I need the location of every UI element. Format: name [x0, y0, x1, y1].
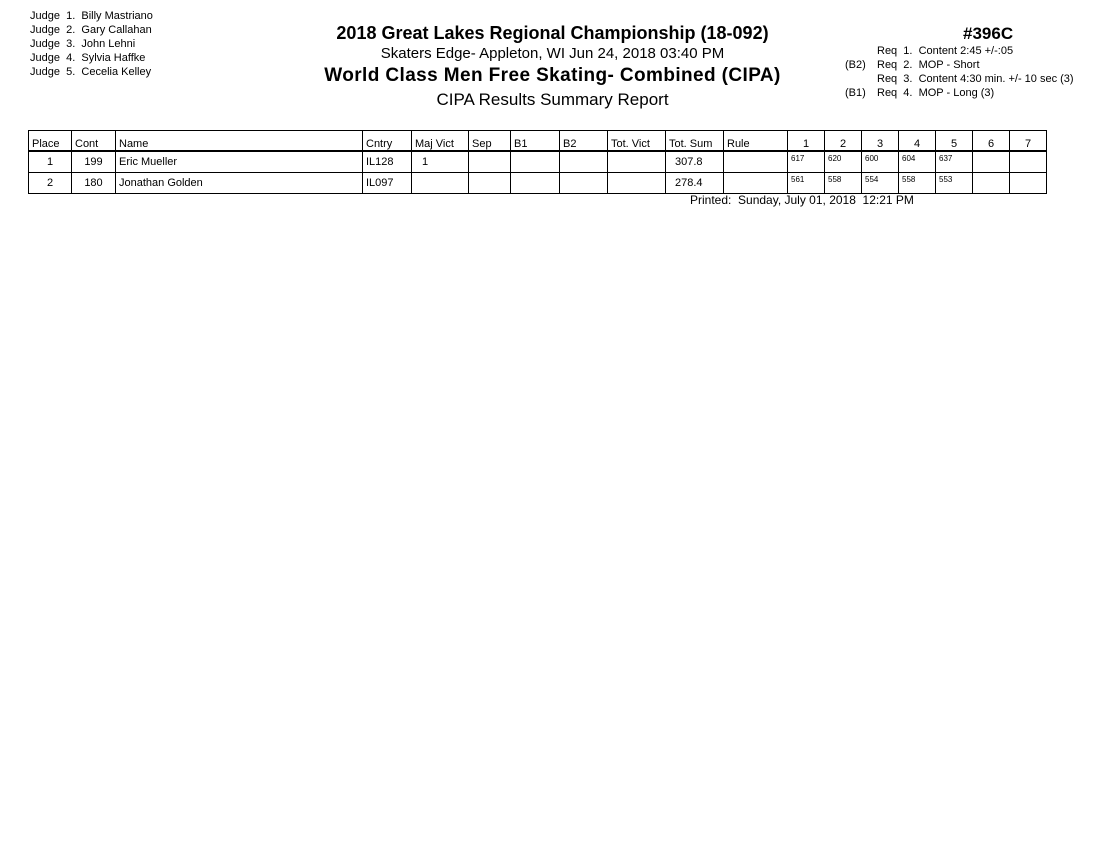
judge-score-cell: 553 [936, 173, 973, 194]
judge-column-header: 5 [936, 131, 973, 152]
requirement-text: Req 1. Content 2:45 +/-:05 [877, 45, 1014, 57]
judge-score-cell: 558 [825, 173, 862, 194]
column-header: Tot. Vict [608, 131, 666, 152]
column-header: B1 [511, 131, 560, 152]
judge-column-header: 2 [825, 131, 862, 152]
b2-cell [560, 173, 608, 194]
judge-column-header: 1 [788, 131, 825, 152]
column-header: Tot. Sum [666, 131, 724, 152]
tot-vict-cell [608, 173, 666, 194]
judge-score-cell [1010, 151, 1047, 173]
tot-sum-cell [666, 151, 724, 173]
judge-score-cell: 620 [825, 151, 862, 173]
maj-vict-value [415, 177, 422, 189]
column-header: Place [29, 131, 72, 152]
maj-vict-value: 1 [422, 156, 429, 168]
judge-row [30, 65, 153, 79]
judge-name: John Lehni [81, 38, 136, 50]
judge-column-header: 6 [973, 131, 1010, 152]
tot-sum-value: 278.4 [675, 177, 703, 189]
competition-title: 2018 Great Lakes Regional Championship (18-092) [336, 23, 769, 43]
event-title: World Class Men Free Skating- Combined (CIPA) [324, 65, 781, 86]
judge-score-cell: 617 [788, 151, 825, 173]
judge-label: Judge 5. [30, 66, 76, 78]
b2-cell [560, 151, 608, 173]
column-header: Rule [724, 131, 788, 152]
location-date: Skaters Edge- Appleton, WI Jun 24, 2018 03:40 PM [380, 45, 725, 62]
cont-cell: 199 [72, 151, 116, 173]
requirement-text: Req 3. Content 4:30 min. +/- 10 sec (3) [877, 73, 1074, 85]
place-cell: 2 [29, 173, 72, 194]
maj-vict-cell [412, 151, 469, 173]
judge-row [30, 37, 153, 51]
judge-column-header: 4 [899, 131, 936, 152]
judge-label: Judge 2. [30, 24, 76, 36]
cont-cell: 180 [72, 173, 116, 194]
printed-timestamp: Printed: Sunday, July 01, 2018 12:21 PM [690, 193, 914, 207]
judge-score-cell: 637 [936, 151, 973, 173]
judges-panel [30, 9, 153, 79]
judge-score-cell: 558 [899, 173, 936, 194]
maj-vict-cell [412, 173, 469, 194]
judge-name: Cecelia Kelley [81, 66, 152, 78]
judge-label: Judge 3. [30, 38, 76, 50]
event-number: #396C [963, 24, 1014, 43]
judge-row [30, 51, 153, 65]
b1-cell [511, 173, 560, 194]
report-title: CIPA Results Summary Report [436, 90, 669, 109]
judge-score-cell [1010, 173, 1047, 194]
requirement-prefix: (B2) [845, 59, 866, 71]
column-header: Cntry [363, 131, 412, 152]
table-row [29, 173, 1047, 194]
place-cell: 1 [29, 151, 72, 173]
judge-score-cell: 600 [862, 151, 899, 173]
b1-cell [511, 151, 560, 173]
judge-label: Judge 1. [30, 10, 76, 22]
column-header: Maj Vict [412, 131, 469, 152]
requirement-text: Req 4. MOP - Long (3) [877, 87, 995, 99]
name-cell: Eric Mueller [116, 151, 363, 173]
requirement-text: Req 2. MOP - Short [877, 59, 980, 71]
sep-cell [469, 173, 511, 194]
judge-score-cell [973, 173, 1010, 194]
judge-score-cell: 561 [788, 173, 825, 194]
column-header: Sep [469, 131, 511, 152]
tot-sum-cell [666, 173, 724, 194]
judge-name: Sylvia Haffke [81, 52, 146, 64]
table-row [29, 151, 1047, 173]
judge-column-header: 7 [1010, 131, 1047, 152]
tot-sum-value: 307.8 [675, 156, 703, 168]
name-cell: Jonathan Golden [116, 173, 363, 194]
judge-row [30, 23, 153, 37]
column-header: B2 [560, 131, 608, 152]
judge-column-header: 3 [862, 131, 899, 152]
tot-vict-cell [608, 151, 666, 173]
rule-cell [724, 151, 788, 173]
judge-name: Billy Mastriano [81, 10, 153, 22]
judge-score-cell [973, 151, 1010, 173]
table-header-row [29, 131, 1047, 152]
report-header [280, 22, 825, 112]
judge-score-cell: 604 [899, 151, 936, 173]
judge-label: Judge 4. [30, 52, 76, 64]
column-header: Name [116, 131, 363, 152]
results-table [28, 130, 1047, 194]
cntry-cell: IL097 [363, 173, 412, 194]
judge-row [30, 9, 153, 23]
column-header: Cont [72, 131, 116, 152]
requirement-prefix: (B1) [845, 87, 866, 99]
judge-name: Gary Callahan [81, 24, 152, 36]
judge-score-cell: 554 [862, 173, 899, 194]
rule-cell [724, 173, 788, 194]
cntry-cell: IL128 [363, 151, 412, 173]
sep-cell [469, 151, 511, 173]
